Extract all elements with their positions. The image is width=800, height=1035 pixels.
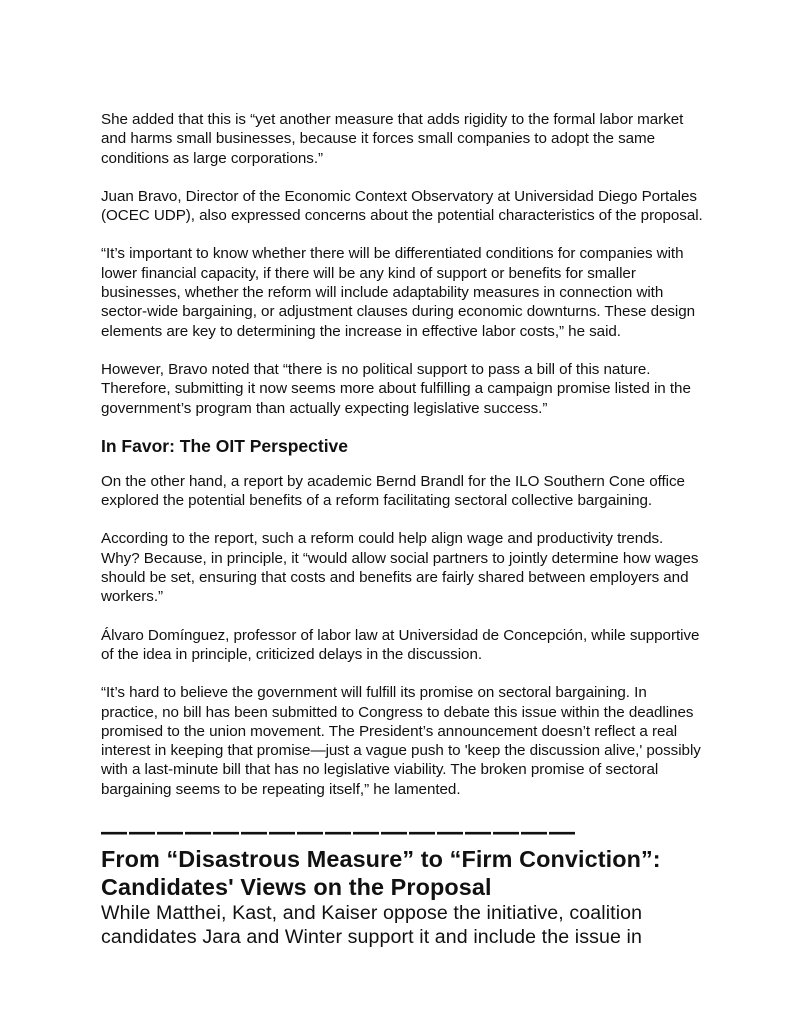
- paragraph: Juan Bravo, Director of the Economic Context Observatory at Universidad Diego Portales (OCEC UDP), also expressed concerns about the potential characteristics of the proposal.: [101, 187, 703, 225]
- dash-divider: —————————————————: [101, 816, 577, 847]
- paragraph: According to the report, such a reform could help align wage and productivity trends. Why? Because, in principle, it “would allow social partners to jointly determine how wages should be set, ensuring that costs and benefits are fairly shared between employers and workers.”: [101, 530, 699, 606]
- section-title: From “Disastrous Measure” to “Firm Conviction”: Candidates' Views on the Proposal: [101, 846, 661, 901]
- paragraph: “It’s important to know whether there will be differentiated conditions for companies with lower financial capacity, if there will be any kind of support or benefits for smaller businesses, whether the reform will include adaptability measures in connection with sector-wide bargaining, or adjustment clauses during economic downturns. These design elements are key to determining the increase in effective labor costs,” he said.: [101, 245, 696, 340]
- paragraph: Álvaro Domínguez, professor of labor law at Universidad de Concepción, while supportive of the idea in principle, criticized delays in the discussion.: [101, 626, 700, 663]
- paragraph: On the other hand, a report by academic Bernd Brandl for the ILO Southern Cone office explored the potential benefits of a reform facilitating sectoral collective bargaining.: [101, 472, 685, 510]
- paragraph: “It’s hard to believe the government will fulfill its promise on sectoral bargaining. In practice, no bill has been submitted to Congress to debate this issue within the deadlines promised to the union movement. The President’s announcement doesn’t reflect a real interest in keeping that promise—just a vague push to 'keep the discussion alive,' possibly with a last-minute bill that has no legislative viability. The broken promise of sectoral bargaining seems to be repeating itself,” he lamented.: [101, 684, 701, 798]
- section-subheading: In Favor: The OIT Perspective: [101, 435, 349, 456]
- paragraph: She added that this is “yet another measure that adds rigidity to the formal labor market and harms small businesses, because it forces small companies to adopt the same conditions as large corporations.”: [101, 111, 684, 167]
- section-lede: While Matthei, Kast, and Kaiser oppose the initiative, coalition candidates Jara and Winter support it and include the issue in: [101, 902, 643, 949]
- document-page: [101, 110, 705, 949]
- paragraph: However, Bravo noted that “there is no political support to pass a bill of this nature. Therefore, submitting it now seems more about fulfilling a campaign promise listed in the government’s program than actually expecting legislative success.”: [101, 360, 691, 417]
